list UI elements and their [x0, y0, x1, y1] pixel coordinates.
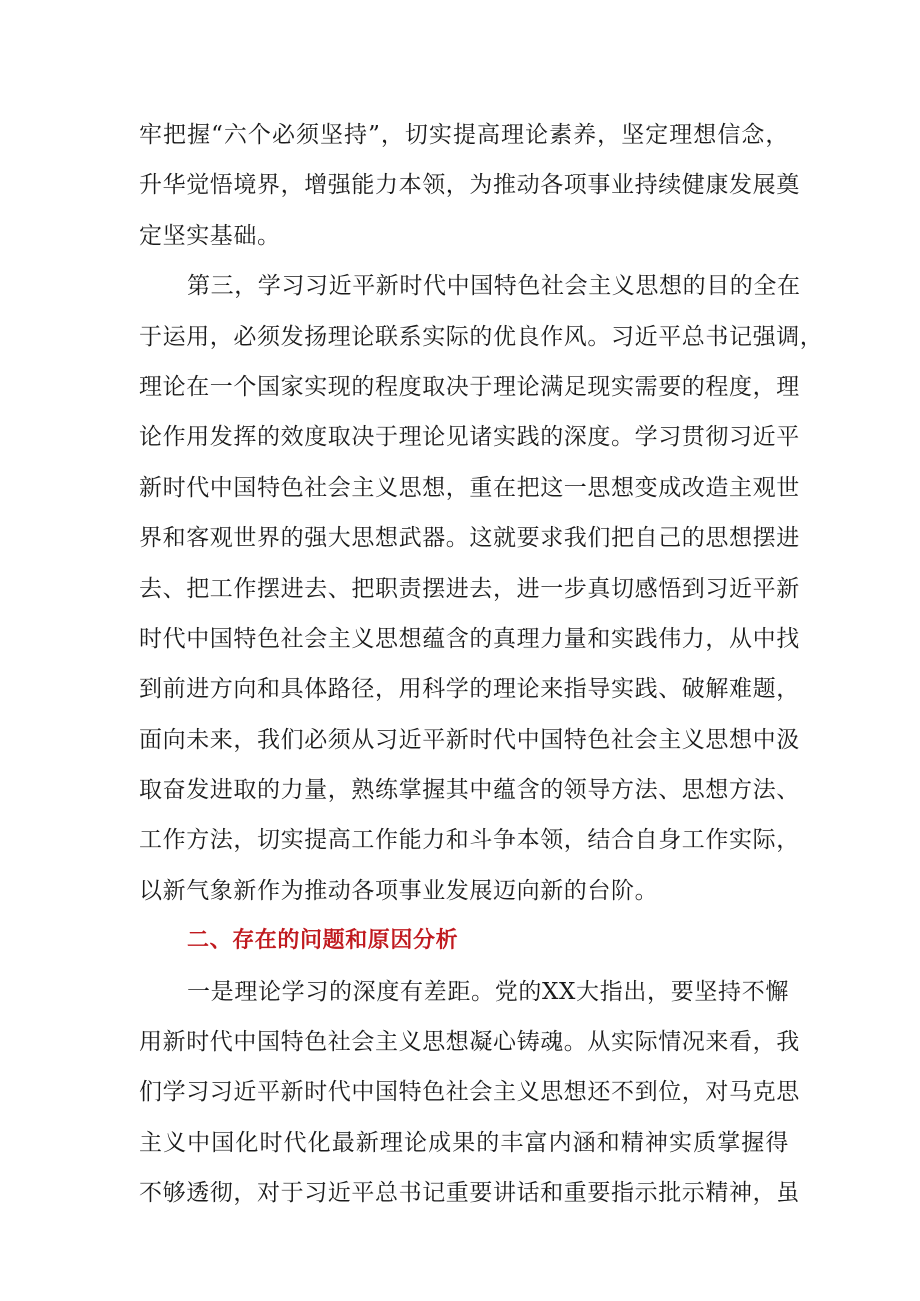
text-line: 一是理论学习的深度有差距。党的XX大指出，要坚持不懈 [187, 978, 789, 1005]
text-line: 主义中国化时代化最新理论成果的丰富内涵和精神实质掌握得 [139, 1129, 789, 1156]
text-line: 第三，学习习近平新时代中国特色社会主义思想的目的全在 [187, 273, 801, 300]
text-line: 取奋发进取的力量，熟练掌握其中蕴含的领导方法、思想方法、 [139, 777, 800, 804]
text-line: 时代中国特色社会主义思想蕴含的真理力量和实践伟力，从中找 [139, 625, 800, 652]
text-line: 以新气象新作为推动各项事业发展迈向新的台阶。 [139, 877, 659, 904]
section-heading: 二、存在的问题和原因分析 [187, 928, 459, 954]
text-line: 升华觉悟境界，增强能力本领，为推动各项事业持续健康发展奠 [139, 172, 800, 199]
text-line: 去、把工作摆进去、把职责摆进去，进一步真切感悟到习近平新 [139, 575, 800, 602]
text-line: 牢把握“六个必须坚持”，切实提高理论素养，坚定理想信念， [139, 122, 789, 148]
text-line: 新时代中国特色社会主义思想，重在把这一思想变成改造主观世 [139, 474, 800, 501]
text-line: 于运用，必须发扬理论联系实际的优良作风。习近平总书记强调， [139, 323, 824, 350]
text-line: 面向未来，我们必须从习近平新时代中国特色社会主义思想中汲 [139, 726, 800, 753]
text-line: 定坚实基础。 [139, 222, 281, 249]
document-body [139, 110, 824, 1219]
text-line: 到前进方向和具体路径，用科学的理论来指导实践、破解难题， [139, 676, 800, 703]
text-line: 们学习习近平新时代中国特色社会主义思想还不到位，对马克思 [139, 1079, 800, 1106]
text-line: 不够透彻，对于习近平总书记重要讲话和重要指示批示精神，虽 [139, 1180, 800, 1207]
text-line: 论作用发挥的效度取决于理论见诸实践的深度。学习贯彻习近平 [139, 424, 800, 451]
text-line: 用新时代中国特色社会主义思想凝心铸魂。从实际情况来看，我 [139, 1029, 800, 1056]
text-line: 理论在一个国家实现的程度取决于理论满足现实需要的程度，理 [139, 373, 800, 400]
text-line: 工作方法，切实提高工作能力和斗争本领，结合自身工作实际， [139, 827, 800, 854]
text-line: 界和客观世界的强大思想武器。这就要求我们把自己的思想摆进 [139, 525, 800, 552]
